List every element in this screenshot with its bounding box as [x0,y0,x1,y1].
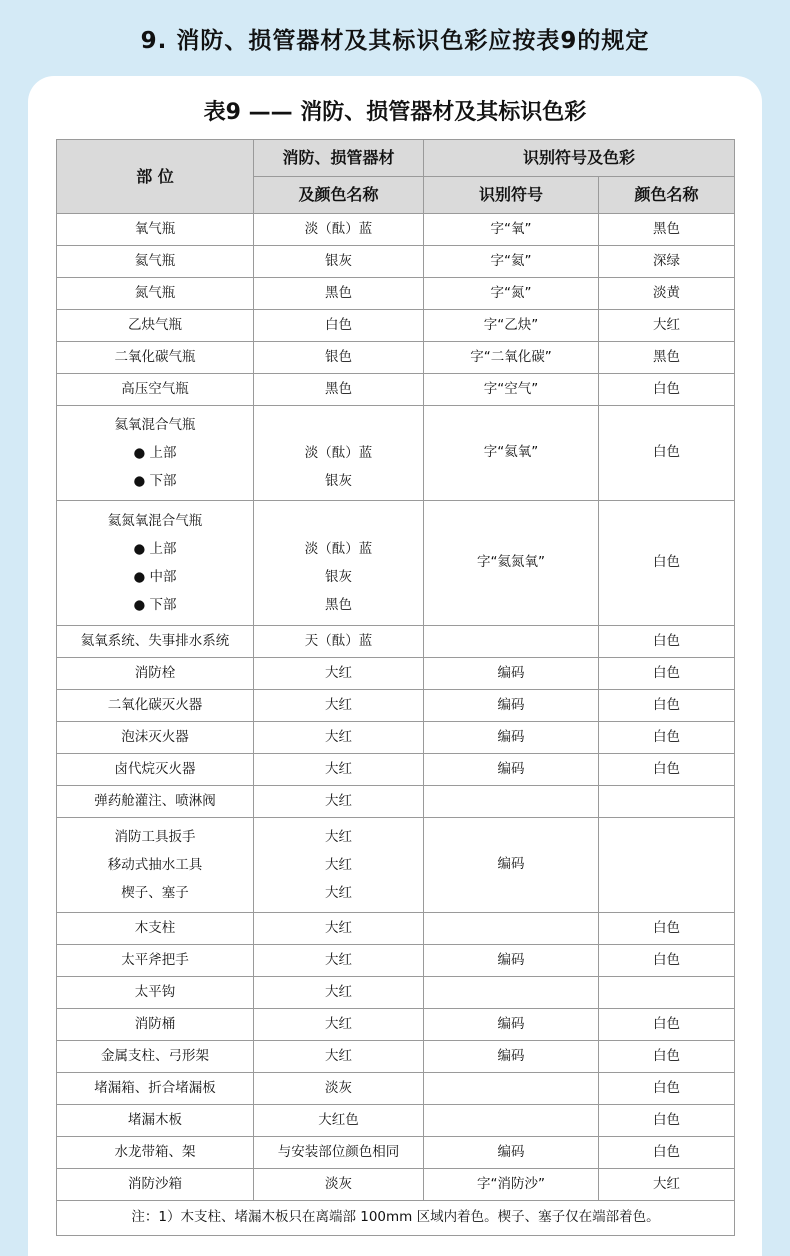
cell-equip-color: 大红 [254,1009,424,1041]
header-part: 部 位 [57,140,254,214]
cell-symbol-color: 白色 [599,722,735,754]
cell-equip-color-line: 淡（酞）蓝 [304,445,373,461]
table-row [57,786,735,818]
cell-symbol [424,1073,599,1105]
table-body [57,214,735,1201]
cell-symbol-color: 大红 [599,310,735,342]
cell-symbol-color: 白色 [599,1137,735,1169]
cell-part: 木支柱 [57,913,254,945]
cell-symbol [424,786,599,818]
cell-part: 堵漏木板 [57,1105,254,1137]
cell-part-line: ● 下部 [133,597,177,613]
cell-part: 金属支柱、弓形架 [57,1041,254,1073]
cell-symbol [424,913,599,945]
cell-symbol-color: 大红 [599,1169,735,1201]
cell-equip-color: 淡灰 [254,1073,424,1105]
cell-equip-color: 大红 [254,786,424,818]
cell-part: 氮气瓶 [57,278,254,310]
cell-part: 消防沙箱 [57,1169,254,1201]
table-row [57,342,735,374]
cell-symbol: 编码 [424,818,599,913]
cell-equip-color: 与安装部位颜色相同 [254,1137,424,1169]
cell-symbol: 字“乙炔” [424,310,599,342]
cell-part-line: ● 上部 [133,445,177,461]
header-equip-line1: 消防、损管器材 [254,140,424,177]
cell-part-line: 移动式抽水工具 [107,857,203,873]
section-heading: 9. 消防、损管器材及其标识色彩应按表9的规定 [140,28,650,54]
cell-symbol: 编码 [424,722,599,754]
cell-symbol-color: 白色 [599,658,735,690]
cell-symbol-color: 白色 [599,1009,735,1041]
cell-part [57,406,254,501]
cell-symbol: 字“氮” [424,278,599,310]
cell-equip-color: 白色 [254,310,424,342]
cell-part-line: ● 上部 [133,541,177,557]
cell-part: 氦气瓶 [57,246,254,278]
table-row [57,945,735,977]
table-row [57,913,735,945]
table-row [57,722,735,754]
table-row [57,626,735,658]
header-equip-line2: 及颜色名称 [254,177,424,214]
table-note: 注：1）木支柱、堵漏木板只在离端部 100mm 区域内着色。楔子、塞子仅在端部着色。 [57,1201,735,1236]
cell-symbol: 字“空气” [424,374,599,406]
cell-part: 氦氧系统、失事排水系统 [57,626,254,658]
cell-symbol-color: 白色 [599,1041,735,1073]
cell-equip-color: 银色 [254,342,424,374]
table-row [57,690,735,722]
table-row [57,1137,735,1169]
cell-symbol [424,1105,599,1137]
color-table [56,139,735,1236]
cell-equip-color [254,406,424,501]
cell-part-line: 氦氮氧混合气瓶 [107,513,203,529]
cell-part-line: 楔子、塞子 [121,885,189,901]
cell-symbol: 编码 [424,1009,599,1041]
cell-part-line: 氦氧混合气瓶 [114,417,196,433]
cell-part-line: 消防工具扳手 [114,829,196,845]
cell-part: 太平钩 [57,977,254,1009]
cell-symbol-color: 白色 [599,690,735,722]
table-row [57,658,735,690]
table-row [57,1169,735,1201]
cell-symbol-color: 黑色 [599,214,735,246]
cell-symbol [424,977,599,1009]
table-row [57,374,735,406]
table-row [57,1073,735,1105]
cell-equip-color: 大红 [254,945,424,977]
cell-symbol-color [599,977,735,1009]
cell-symbol-color [599,786,735,818]
table-row [57,501,735,626]
cell-symbol: 字“氦氮氧” [424,501,599,626]
table-row [57,310,735,342]
cell-equip-color-line: 大红 [325,829,352,845]
cell-symbol-color: 白色 [599,1105,735,1137]
cell-symbol-color: 白色 [599,374,735,406]
cell-equip-color: 大红 [254,690,424,722]
cell-part: 水龙带箱、架 [57,1137,254,1169]
cell-equip-color: 淡（酞）蓝 [254,214,424,246]
cell-symbol-color: 淡黄 [599,278,735,310]
cell-equip-color: 天（酞）蓝 [254,626,424,658]
cell-symbol: 编码 [424,658,599,690]
cell-symbol: 编码 [424,1137,599,1169]
cell-equip-color: 银灰 [254,246,424,278]
cell-symbol: 字“消防沙” [424,1169,599,1201]
cell-part: 乙炔气瓶 [57,310,254,342]
cell-equip-color-line: 大红 [325,857,352,873]
cell-equip-color: 大红 [254,754,424,786]
header-color: 颜色名称 [599,177,735,214]
cell-symbol: 字“二氧化碳” [424,342,599,374]
cell-symbol-color: 白色 [599,945,735,977]
cell-symbol: 编码 [424,690,599,722]
cell-equip-color: 大红色 [254,1105,424,1137]
table-row [57,1041,735,1073]
cell-part: 二氧化碳气瓶 [57,342,254,374]
cell-symbol-color: 白色 [599,913,735,945]
cell-part: 堵漏箱、折合堵漏板 [57,1073,254,1105]
table-row [57,246,735,278]
cell-equip-color-line: 大红 [325,885,352,901]
cell-equip-color: 黑色 [254,374,424,406]
table-row [57,977,735,1009]
cell-equip-color [254,818,424,913]
cell-symbol-color: 深绿 [599,246,735,278]
cell-equip-color-line: 银灰 [325,569,352,585]
cell-equip-color-line: 银灰 [325,473,352,489]
table-row [57,214,735,246]
cell-part-line: ● 下部 [133,473,177,489]
cell-symbol-color: 黑色 [599,342,735,374]
table-row [57,1105,735,1137]
cell-symbol-color: 白色 [599,626,735,658]
table-title: 表9 —— 消防、损管器材及其标识色彩 [203,100,587,125]
cell-symbol-color [599,818,735,913]
cell-equip-color: 黑色 [254,278,424,310]
cell-symbol-color: 白色 [599,501,735,626]
cell-equip-color-line: 淡（酞）蓝 [304,541,373,557]
cell-part: 泡沫灭火器 [57,722,254,754]
cell-symbol-color: 白色 [599,754,735,786]
cell-part: 二氧化碳灭火器 [57,690,254,722]
cell-symbol: 字“氦” [424,246,599,278]
cell-equip-color: 淡灰 [254,1169,424,1201]
header-symbol: 识别符号 [424,177,599,214]
cell-part [57,818,254,913]
cell-symbol: 编码 [424,1041,599,1073]
cell-symbol [424,626,599,658]
cell-part: 消防栓 [57,658,254,690]
cell-part-line: ● 中部 [133,569,177,585]
cell-symbol-color: 白色 [599,1073,735,1105]
table-row [57,754,735,786]
cell-equip-color: 大红 [254,722,424,754]
cell-equip-color: 大红 [254,913,424,945]
cell-equip-color [254,501,424,626]
cell-symbol: 字“氧” [424,214,599,246]
header-group: 识别符号及色彩 [424,140,735,177]
cell-equip-color-line [254,411,423,439]
cell-part: 弹药舱灌注、喷淋阀 [57,786,254,818]
cell-symbol: 字“氦氧” [424,406,599,501]
table-row [57,1009,735,1041]
cell-part: 太平斧把手 [57,945,254,977]
cell-part: 卤代烷灭火器 [57,754,254,786]
cell-symbol-color: 白色 [599,406,735,501]
cell-equip-color: 大红 [254,1041,424,1073]
cell-part: 消防桶 [57,1009,254,1041]
cell-equip-color-line: 黑色 [325,597,352,613]
cell-symbol: 编码 [424,754,599,786]
cell-part: 高压空气瓶 [57,374,254,406]
table-row [57,818,735,913]
cell-part: 氧气瓶 [57,214,254,246]
table-row [57,406,735,501]
table-row [57,278,735,310]
cell-equip-color-line [254,507,423,535]
cell-equip-color: 大红 [254,977,424,1009]
cell-symbol: 编码 [424,945,599,977]
cell-part [57,501,254,626]
cell-equip-color: 大红 [254,658,424,690]
